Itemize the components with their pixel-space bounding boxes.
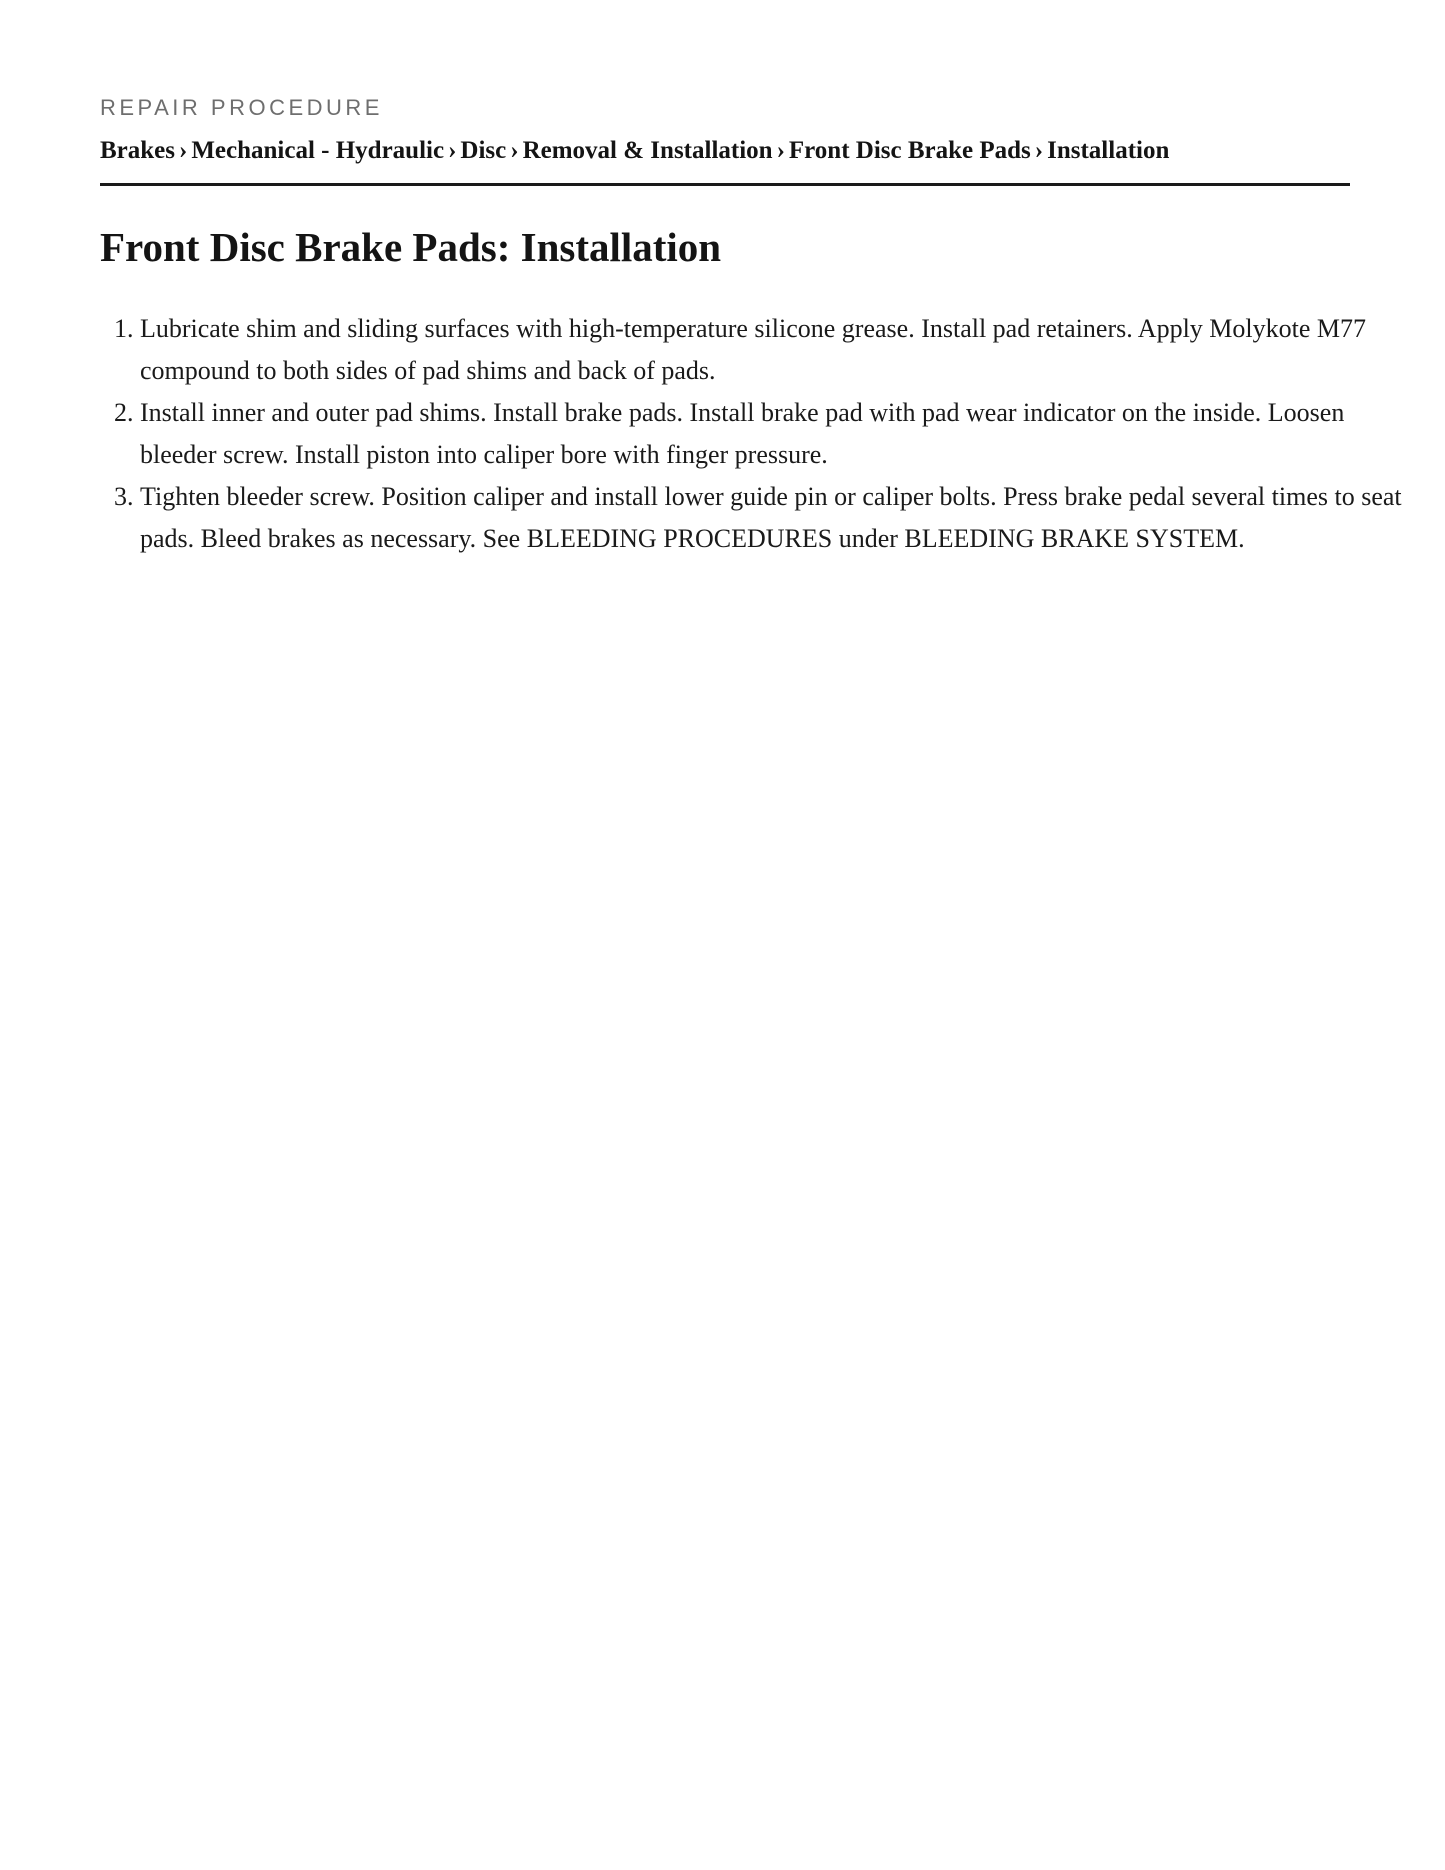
breadcrumb-item-current: Installation [1047,137,1170,164]
page-title: Front Disc Brake Pads: Installation [100,224,722,270]
breadcrumb [100,135,1350,167]
header-divider [100,183,1350,186]
breadcrumb-item[interactable]: Disc [460,137,507,164]
breadcrumb-item[interactable]: Brakes [100,137,175,164]
breadcrumb-separator: › [179,137,188,164]
breadcrumb-separator: › [448,137,457,164]
section-kicker: REPAIR PROCEDURE [100,95,383,120]
procedure-step: 2. Install inner and outer pad shims. Install brake pads. Install brake pad with pad wear indicator on the inside. Loosen bleeder screw. Install piston into caliper bore with finger pressure. [140,392,1422,476]
breadcrumb-separator: › [1034,137,1044,164]
breadcrumb-item[interactable]: Mechanical - Hydraulic [191,137,445,164]
breadcrumb-item[interactable]: Front Disc Brake Pads [788,137,1031,164]
procedure-step: 3. Tighten bleeder screw. Position caliper and install lower guide pin or caliper bolts. Press brake pedal several times to seat pads. Bleed brakes as necessary. See BLEEDING PROCEDURES under BLEEDING BRAKE SYSTEM. [140,476,1422,560]
procedure-steps [100,308,1422,560]
breadcrumb-separator: › [510,137,519,164]
breadcrumb-separator: › [776,137,785,164]
breadcrumb-item[interactable]: Removal & Installation [522,137,773,164]
document-page [100,0,1402,560]
procedure-step: 1. Lubricate shim and sliding surfaces with high-temperature silicone grease. Install pad retainers. Apply Molykote M77 compound to both sides of pad shims and back of pads. [140,308,1422,392]
